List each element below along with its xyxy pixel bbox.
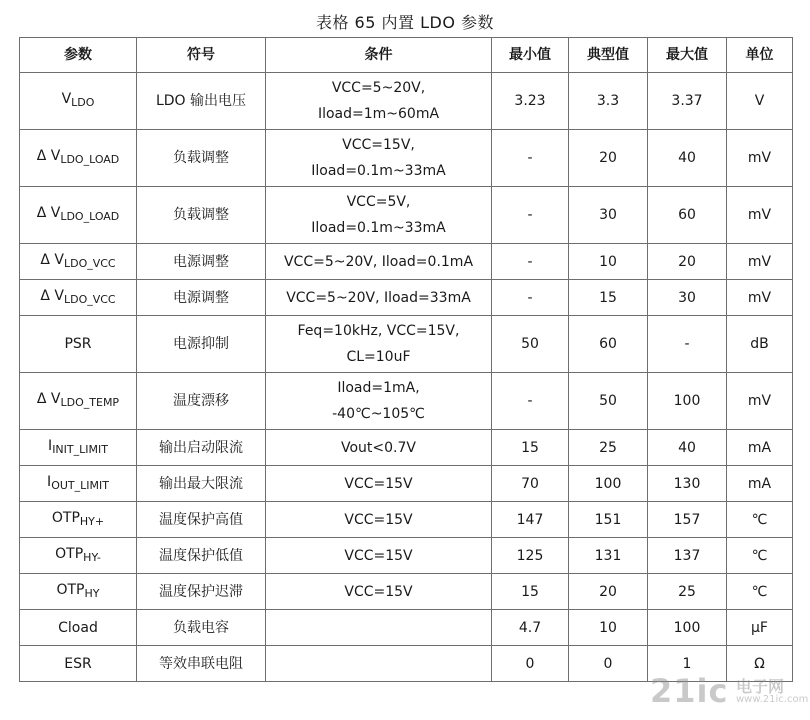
unit-cell: ℃ <box>727 502 793 538</box>
param-subscript: OUT_LIMIT <box>51 478 109 492</box>
min-cell: - <box>492 187 569 244</box>
param-subscript: INIT_LIMIT <box>52 442 108 456</box>
typ-cell: 50 <box>569 373 648 430</box>
max-cell: 40 <box>648 430 727 466</box>
watermark-name: 电子网 <box>736 677 785 696</box>
param-subscript: LDO_LOAD <box>60 153 120 166</box>
typ-cell: 30 <box>569 187 648 244</box>
param-cell <box>20 610 137 646</box>
param-symbol: OTP <box>55 545 84 562</box>
unit-cell: dB <box>727 316 793 373</box>
param-symbol: PSR <box>64 336 92 352</box>
min-cell: 0 <box>492 646 569 682</box>
max-cell: 157 <box>648 502 727 538</box>
param-cell <box>20 187 137 244</box>
ldo-parameter-table <box>19 37 793 682</box>
condition-cell <box>266 538 492 574</box>
param-symbol: Δ V <box>36 148 61 164</box>
symbol-cell: 负载调整 <box>137 130 266 187</box>
condition-cell <box>266 187 492 244</box>
condition-cell <box>266 130 492 187</box>
table-row <box>20 187 793 244</box>
header-symbol: 符号 <box>137 38 266 73</box>
table-row <box>20 502 793 538</box>
min-cell: 15 <box>492 574 569 610</box>
min-cell: 50 <box>492 316 569 373</box>
condition-line: VCC=15V <box>344 547 413 564</box>
header-max: 最大值 <box>648 38 727 73</box>
min-cell: - <box>492 373 569 430</box>
table-row <box>20 430 793 466</box>
table-caption: 表格 65 内置 LDO 参数 <box>315 13 495 32</box>
table-row <box>20 316 793 373</box>
table-row <box>20 466 793 502</box>
typ-cell: 20 <box>569 574 648 610</box>
param-symbol: Δ V <box>36 205 61 221</box>
header-param: 参数 <box>20 38 137 73</box>
max-cell: 100 <box>648 373 727 430</box>
symbol-cell: 电源抑制 <box>137 316 266 373</box>
max-cell: 40 <box>648 130 727 187</box>
header-row <box>20 38 793 73</box>
min-cell: 147 <box>492 502 569 538</box>
typ-cell: 25 <box>569 430 648 466</box>
symbol-cell: 等效串联电阻 <box>137 646 266 682</box>
param-cell <box>20 244 137 280</box>
param-symbol: Cload <box>58 619 98 636</box>
unit-cell: V <box>727 73 793 130</box>
header-condition: 条件 <box>266 38 492 73</box>
symbol-cell: 电源调整 <box>137 280 266 316</box>
min-cell: - <box>492 244 569 280</box>
min-cell: 4.7 <box>492 610 569 646</box>
param-cell <box>20 538 137 574</box>
max-cell: 60 <box>648 187 727 244</box>
symbol-cell: 温度保护低值 <box>137 538 266 574</box>
watermark-url: www.21ic.com <box>736 694 809 705</box>
param-subscript: LDO <box>71 96 95 109</box>
param-subscript: HY <box>84 586 100 600</box>
table-row <box>20 574 793 610</box>
symbol-cell: 负载调整 <box>137 187 266 244</box>
table-row <box>20 73 793 130</box>
max-cell: 1 <box>648 646 727 682</box>
table-row <box>20 244 793 280</box>
condition-line: VCC=15V <box>344 475 413 492</box>
min-cell: - <box>492 280 569 316</box>
max-cell: 100 <box>648 610 727 646</box>
typ-cell: 3.3 <box>569 73 648 130</box>
max-cell: 30 <box>648 280 727 316</box>
min-cell: 15 <box>492 430 569 466</box>
min-cell: 70 <box>492 466 569 502</box>
max-cell: 20 <box>648 244 727 280</box>
condition-cell <box>266 610 492 646</box>
table-row <box>20 373 793 430</box>
condition-line: Feq=10kHz, VCC=15V, <box>297 323 460 339</box>
unit-cell: mV <box>727 280 793 316</box>
condition-line: CL=10uF <box>346 349 411 365</box>
param-symbol: ESR <box>64 655 92 672</box>
param-cell <box>20 73 137 130</box>
table-row <box>20 610 793 646</box>
condition-line: VCC=15V <box>344 583 413 600</box>
condition-line: Iload=0.1m~33mA <box>311 220 446 236</box>
unit-cell: mV <box>727 187 793 244</box>
condition-cell <box>266 502 492 538</box>
unit-cell: Ω <box>727 646 793 682</box>
condition-cell <box>266 73 492 130</box>
condition-line: VCC=5~20V, Iload=0.1mA <box>283 253 474 270</box>
condition-line: VCC=5V, <box>346 194 411 210</box>
param-symbol: I <box>48 437 53 454</box>
watermark-logo: 21ic <box>650 672 729 710</box>
unit-cell: μF <box>727 610 793 646</box>
param-cell <box>20 574 137 610</box>
typ-cell: 10 <box>569 244 648 280</box>
param-symbol: I <box>47 473 52 490</box>
condition-line: Iload=1m~60mA <box>317 106 440 122</box>
table-body <box>20 73 793 682</box>
symbol-cell: 输出启动限流 <box>137 430 266 466</box>
typ-cell: 0 <box>569 646 648 682</box>
param-symbol: Δ V <box>36 391 61 407</box>
unit-cell: ℃ <box>727 538 793 574</box>
condition-line: Vout<0.7V <box>341 439 416 456</box>
condition-cell <box>266 373 492 430</box>
param-symbol: OTP <box>51 509 80 526</box>
condition-line: VCC=15V, <box>342 137 415 153</box>
param-symbol: OTP <box>56 581 85 598</box>
header-min: 最小值 <box>492 38 569 73</box>
param-symbol: V <box>61 91 72 107</box>
condition-line: VCC=15V <box>344 511 413 528</box>
condition-cell <box>266 244 492 280</box>
symbol-cell: 温度保护高值 <box>137 502 266 538</box>
table-row <box>20 130 793 187</box>
unit-cell: mV <box>727 130 793 187</box>
param-cell <box>20 316 137 373</box>
param-subscript: HY- <box>83 550 101 564</box>
symbol-cell: 输出最大限流 <box>137 466 266 502</box>
max-cell: 25 <box>648 574 727 610</box>
unit-cell: mA <box>727 466 793 502</box>
typ-cell: 131 <box>569 538 648 574</box>
condition-cell <box>266 574 492 610</box>
condition-line: VCC=5~20V, <box>331 80 426 96</box>
param-subscript: LDO_LOAD <box>60 210 120 223</box>
condition-line: -40℃~105℃ <box>332 406 425 422</box>
unit-cell: mA <box>727 430 793 466</box>
condition-line: VCC=5~20V, Iload=33mA <box>286 289 471 306</box>
table-row <box>20 280 793 316</box>
param-cell <box>20 430 137 466</box>
typ-cell: 15 <box>569 280 648 316</box>
typ-cell: 100 <box>569 466 648 502</box>
header-unit: 单位 <box>727 38 793 73</box>
max-cell: - <box>648 316 727 373</box>
table-row <box>20 538 793 574</box>
param-cell <box>20 502 137 538</box>
param-cell <box>20 466 137 502</box>
min-cell: 125 <box>492 538 569 574</box>
min-cell: - <box>492 130 569 187</box>
typ-cell: 20 <box>569 130 648 187</box>
symbol-cell: LDO 输出电压 <box>137 73 266 130</box>
condition-line: Iload=1mA, <box>337 380 420 396</box>
param-subscript: LDO_TEMP <box>60 396 120 409</box>
condition-cell <box>266 646 492 682</box>
unit-cell: mV <box>727 244 793 280</box>
condition-cell <box>266 280 492 316</box>
symbol-cell: 温度漂移 <box>137 373 266 430</box>
unit-cell: ℃ <box>727 574 793 610</box>
site-watermark <box>650 672 809 714</box>
symbol-cell: 负载电容 <box>137 610 266 646</box>
condition-cell <box>266 430 492 466</box>
condition-cell <box>266 466 492 502</box>
param-cell <box>20 130 137 187</box>
param-cell <box>20 280 137 316</box>
header-typ: 典型值 <box>569 38 648 73</box>
min-cell: 3.23 <box>492 73 569 130</box>
param-subscript: LDO_VCC <box>63 292 116 306</box>
param-symbol: Δ V <box>40 287 64 304</box>
param-subscript: HY+ <box>79 514 105 528</box>
typ-cell: 60 <box>569 316 648 373</box>
max-cell: 3.37 <box>648 73 727 130</box>
unit-cell: mV <box>727 373 793 430</box>
param-cell <box>20 646 137 682</box>
symbol-cell: 温度保护迟滞 <box>137 574 266 610</box>
typ-cell: 151 <box>569 502 648 538</box>
max-cell: 137 <box>648 538 727 574</box>
condition-cell <box>266 316 492 373</box>
typ-cell: 10 <box>569 610 648 646</box>
condition-line: Iload=0.1m~33mA <box>311 163 446 179</box>
param-subscript: LDO_VCC <box>63 256 116 270</box>
param-symbol: Δ V <box>40 251 64 268</box>
max-cell: 130 <box>648 466 727 502</box>
param-cell <box>20 373 137 430</box>
symbol-cell: 电源调整 <box>137 244 266 280</box>
